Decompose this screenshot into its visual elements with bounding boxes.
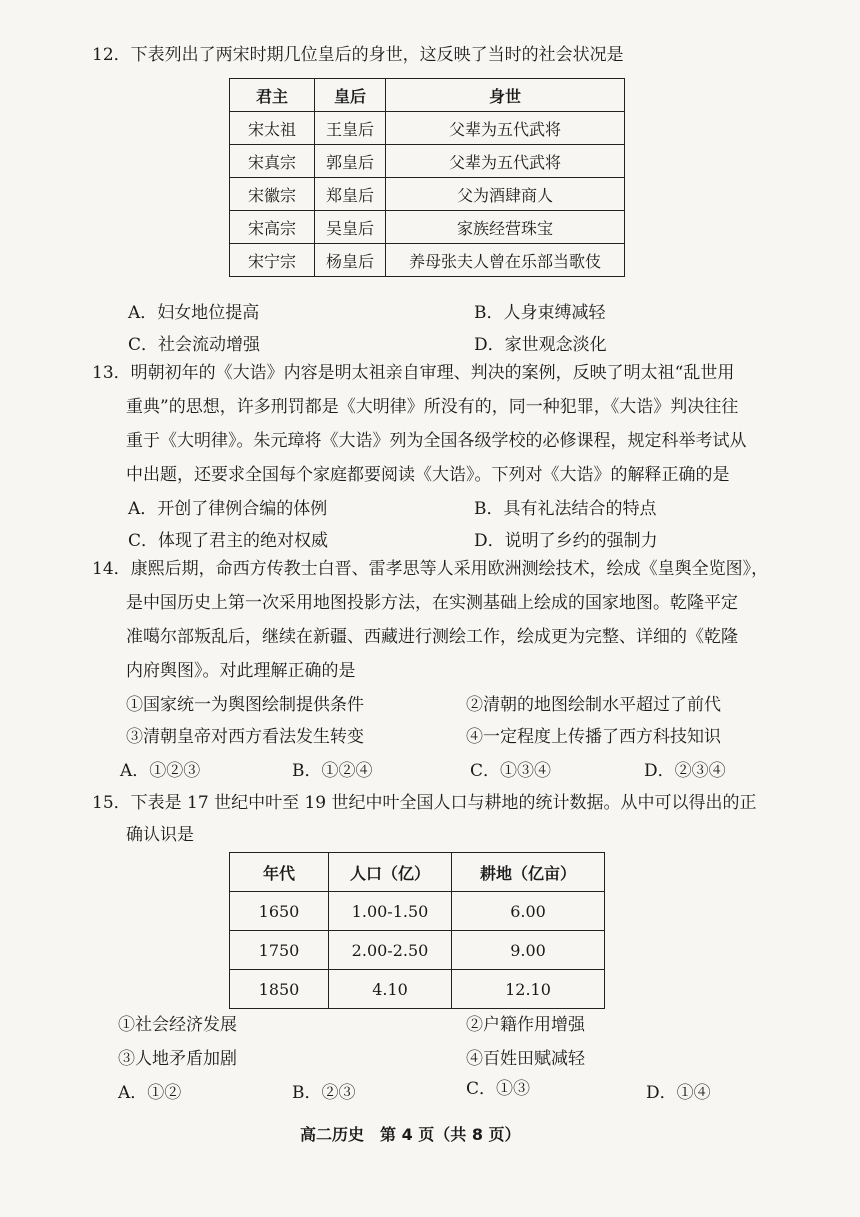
table-cell: 父辈为五代武将	[386, 112, 625, 145]
q12-table	[229, 78, 625, 277]
table-row	[230, 931, 605, 970]
table-cell: 父为酒肆商人	[386, 178, 625, 211]
q15-line: 15．下表是 17 世纪中叶至 19 世纪中叶全国人口与耕地的统计数据。从中可以得出的正	[92, 793, 757, 813]
table-cell: 王皇后	[315, 112, 386, 145]
table-row	[230, 970, 605, 1009]
q12-option-d: D．家世观念淡化	[474, 335, 607, 355]
q14-item-4: ④一定程度上传播了西方科技知识	[466, 727, 721, 747]
table-cell: 1850	[230, 970, 329, 1009]
table-header-cell: 身世	[386, 79, 625, 112]
table-cell: 1650	[230, 892, 329, 931]
q14-option-a: A．①②③	[120, 761, 201, 781]
table-cell: 12.10	[452, 970, 605, 1009]
table-row	[230, 244, 625, 277]
q14-option-b: B．①②④	[292, 761, 373, 781]
page-footer: 高二历史 第 4 页（共 8 页）	[300, 1125, 521, 1144]
q15-item-1: ①社会经济发展	[118, 1015, 237, 1035]
q15-table	[229, 852, 605, 1009]
q15-item-3: ③人地矛盾加剧	[118, 1049, 237, 1069]
table-row	[230, 211, 625, 244]
q15-option-c: C．①③	[466, 1079, 531, 1099]
table-cell: 2.00-2.50	[329, 931, 452, 970]
q12-option-b: B．人身束缚减轻	[474, 303, 606, 323]
table-cell: 宋徽宗	[230, 178, 315, 211]
q15-option-d: D．①④	[646, 1083, 711, 1103]
table-header-cell: 君主	[230, 79, 315, 112]
table-cell: 宋太祖	[230, 112, 315, 145]
q12-option-c: C．社会流动增强	[128, 335, 261, 355]
table-cell: 郭皇后	[315, 145, 386, 178]
table-row	[230, 178, 625, 211]
q14-option-d: D．②③④	[644, 761, 726, 781]
table-cell: 宋真宗	[230, 145, 315, 178]
table-cell: 养母张夫人曾在乐部当歌伎	[386, 244, 625, 277]
q13-line: 中出题，还要求全国每个家庭都要阅读《大诰》。下列对《大诰》的解释正确的是	[126, 465, 730, 485]
table-cell: 9.00	[452, 931, 605, 970]
q12-stem: 12．下表列出了两宋时期几位皇后的身世，这反映了当时的社会状况是	[92, 45, 624, 65]
q15-line: 确认识是	[126, 825, 194, 845]
table-row	[230, 145, 625, 178]
table-cell: 吴皇后	[315, 211, 386, 244]
table-cell: 1750	[230, 931, 329, 970]
q13-line: 重典”的思想，许多刑罚都是《大明律》所没有的，同一种犯罪，《大诰》判决往往	[126, 397, 739, 417]
q13-line: 13．明朝初年的《大诰》内容是明太祖亲自审理、判决的案例，反映了明太祖“乱世用	[92, 363, 735, 383]
q14-option-c: C．①③④	[470, 761, 552, 781]
q13-option-c: C．体现了君主的绝对权威	[128, 531, 329, 551]
q12-option-a: A．妇女地位提高	[128, 303, 260, 323]
q15-item-2: ②户籍作用增强	[466, 1015, 585, 1035]
table-cell: 宋宁宗	[230, 244, 315, 277]
q13-line: 重于《大明律》。朱元璋将《大诰》列为全国各级学校的必修课程，规定科举考试从	[126, 431, 747, 451]
q15-item-4: ④百姓田赋减轻	[466, 1049, 585, 1069]
table-header-cell: 年代	[230, 853, 329, 892]
q15-option-a: A．①②	[118, 1083, 182, 1103]
q13-option-b: B．具有礼法结合的特点	[474, 499, 657, 519]
table-row	[230, 892, 605, 931]
table-cell: 4.10	[329, 970, 452, 1009]
table-header-cell: 耕地（亿亩）	[452, 853, 605, 892]
table-header-cell: 皇后	[315, 79, 386, 112]
q13-option-a: A．开创了律例合编的体例	[128, 499, 328, 519]
table-cell: 1.00-1.50	[329, 892, 452, 931]
q13-option-d: D．说明了乡约的强制力	[474, 531, 658, 551]
table-header-cell: 人口（亿）	[329, 853, 452, 892]
q14-item-1: ①国家统一为舆图绘制提供条件	[126, 695, 364, 715]
table-cell: 杨皇后	[315, 244, 386, 277]
q15-option-b: B．②③	[292, 1083, 356, 1103]
q14-item-3: ③清朝皇帝对西方看法发生转变	[126, 727, 364, 747]
table-cell: 家族经营珠宝	[386, 211, 625, 244]
table-cell: 宋高宗	[230, 211, 315, 244]
table-cell: 郑皇后	[315, 178, 386, 211]
table-row	[230, 112, 625, 145]
q14-line: 14．康熙后期，命西方传教士白晋、雷孝思等人采用欧洲测绘技术，绘成《皇舆全览图》，	[92, 559, 769, 579]
q14-line: 准噶尔部叛乱后，继续在新疆、西藏进行测绘工作，绘成更为完整、详细的《乾隆	[126, 627, 738, 647]
table-cell: 6.00	[452, 892, 605, 931]
table-cell: 父辈为五代武将	[386, 145, 625, 178]
table-header-row	[230, 79, 625, 112]
q14-item-2: ②清朝的地图绘制水平超过了前代	[466, 695, 721, 715]
table-header-row	[230, 853, 605, 892]
q14-line: 内府舆图》。对此理解正确的是	[126, 661, 356, 681]
q14-line: 是中国历史上第一次采用地图投影方法，在实测基础上绘成的国家地图。乾隆平定	[126, 593, 738, 613]
